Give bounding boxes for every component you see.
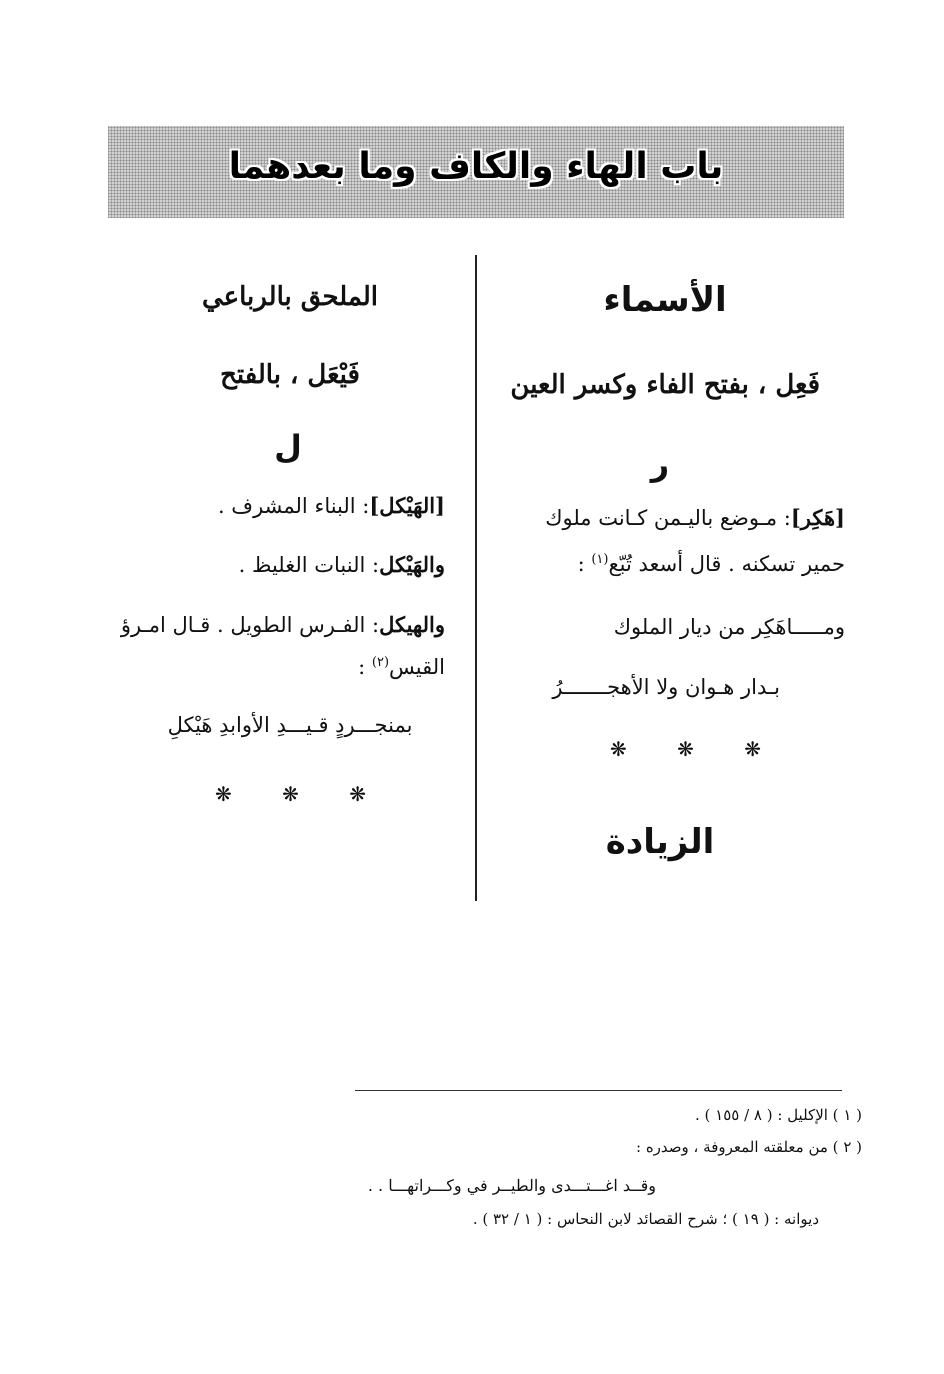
entry-hakir-text: : مـوضع باليـمن كـانت ملوك [545, 506, 791, 530]
entry-haykal-3 [100, 612, 445, 637]
column-divider [475, 255, 477, 901]
section-title-ziyada: الزيادة [605, 822, 715, 862]
header-banner [108, 126, 844, 218]
letter-heading-lam: ل [274, 428, 302, 466]
headword-haykal-1: [الهَيْكل] [369, 493, 445, 518]
letter-heading-ra: ر [650, 445, 670, 483]
verse-hakir-line2: بـدار هـوان ولا الأهجـــــــرُ [552, 675, 780, 699]
poet-name: القيس [389, 655, 445, 679]
entry-haykal-1 [200, 493, 445, 518]
pattern-fayal: فَيْعَل ، بالفتح [220, 360, 360, 390]
headword-haykal-3: والهيكل [379, 612, 445, 637]
pattern-fail: فَعِل ، بفتح الفاء وكسر العين [510, 370, 820, 400]
footnote-2-source: ديوانه : ( ١٩ ) ؛ شرح القصائد لابن النحاس : ( ١ / ٣٢ ) . [472, 1210, 819, 1228]
footnote-rule [355, 1090, 842, 1091]
entry-hakir-line1 [488, 505, 845, 530]
section-title-asmaa: الأسماء [603, 280, 727, 320]
separator-stars-right: ❋ ❋ ❋ [610, 737, 783, 761]
footnote-ref-2: (٢) [371, 655, 390, 670]
entry-haykal-2 [200, 552, 445, 577]
entry-haykal-3-text: : الفـرس الطويل . قـال امـرؤ [120, 613, 380, 637]
entry-hakir-colon: : [577, 552, 585, 576]
entry-haykal-3-colon: : [358, 655, 366, 679]
footnote-1: ( ١ ) الإكليل : ( ٨ / ١٥٥ ) . [695, 1106, 862, 1124]
headword-hakir: [هَكِر] [790, 505, 845, 530]
separator-stars-left: ❋ ❋ ❋ [215, 782, 388, 806]
footnote-2-verse: وقــد اغـــتـــدى والطيــر في وكـــراتهـــا . . [367, 1176, 656, 1195]
footnote-2: ( ٢ ) من معلقته المعروفة ، وصدره : [636, 1138, 862, 1156]
footnote-ref-1: (١) [591, 552, 609, 567]
headword-haykal-2: والهَيْكل [379, 552, 445, 577]
chapter-title: باب الهاء والكاف وما بعدهما [228, 146, 724, 187]
entry-hakir-line2-text: حمير تسكنه . قال أسعد تُبّع [608, 552, 845, 576]
entry-hakir-line2 [520, 552, 845, 576]
entry-haykal-2-text: : النبات الغليظ . [238, 553, 380, 577]
entry-haykal-3-line2 [330, 655, 445, 679]
entry-haykal-1-text: : البناء المشرف . [217, 494, 370, 518]
verse-haykal: بمنجـــردٍ قـيـــدِ الأوابدِ هَيْكلِ [167, 713, 413, 737]
section-title-mulhaq: الملحق بالرباعي [201, 282, 379, 312]
verse-hakir-line1: ومـــــاهَكِر من ديار الملوك [613, 615, 845, 639]
